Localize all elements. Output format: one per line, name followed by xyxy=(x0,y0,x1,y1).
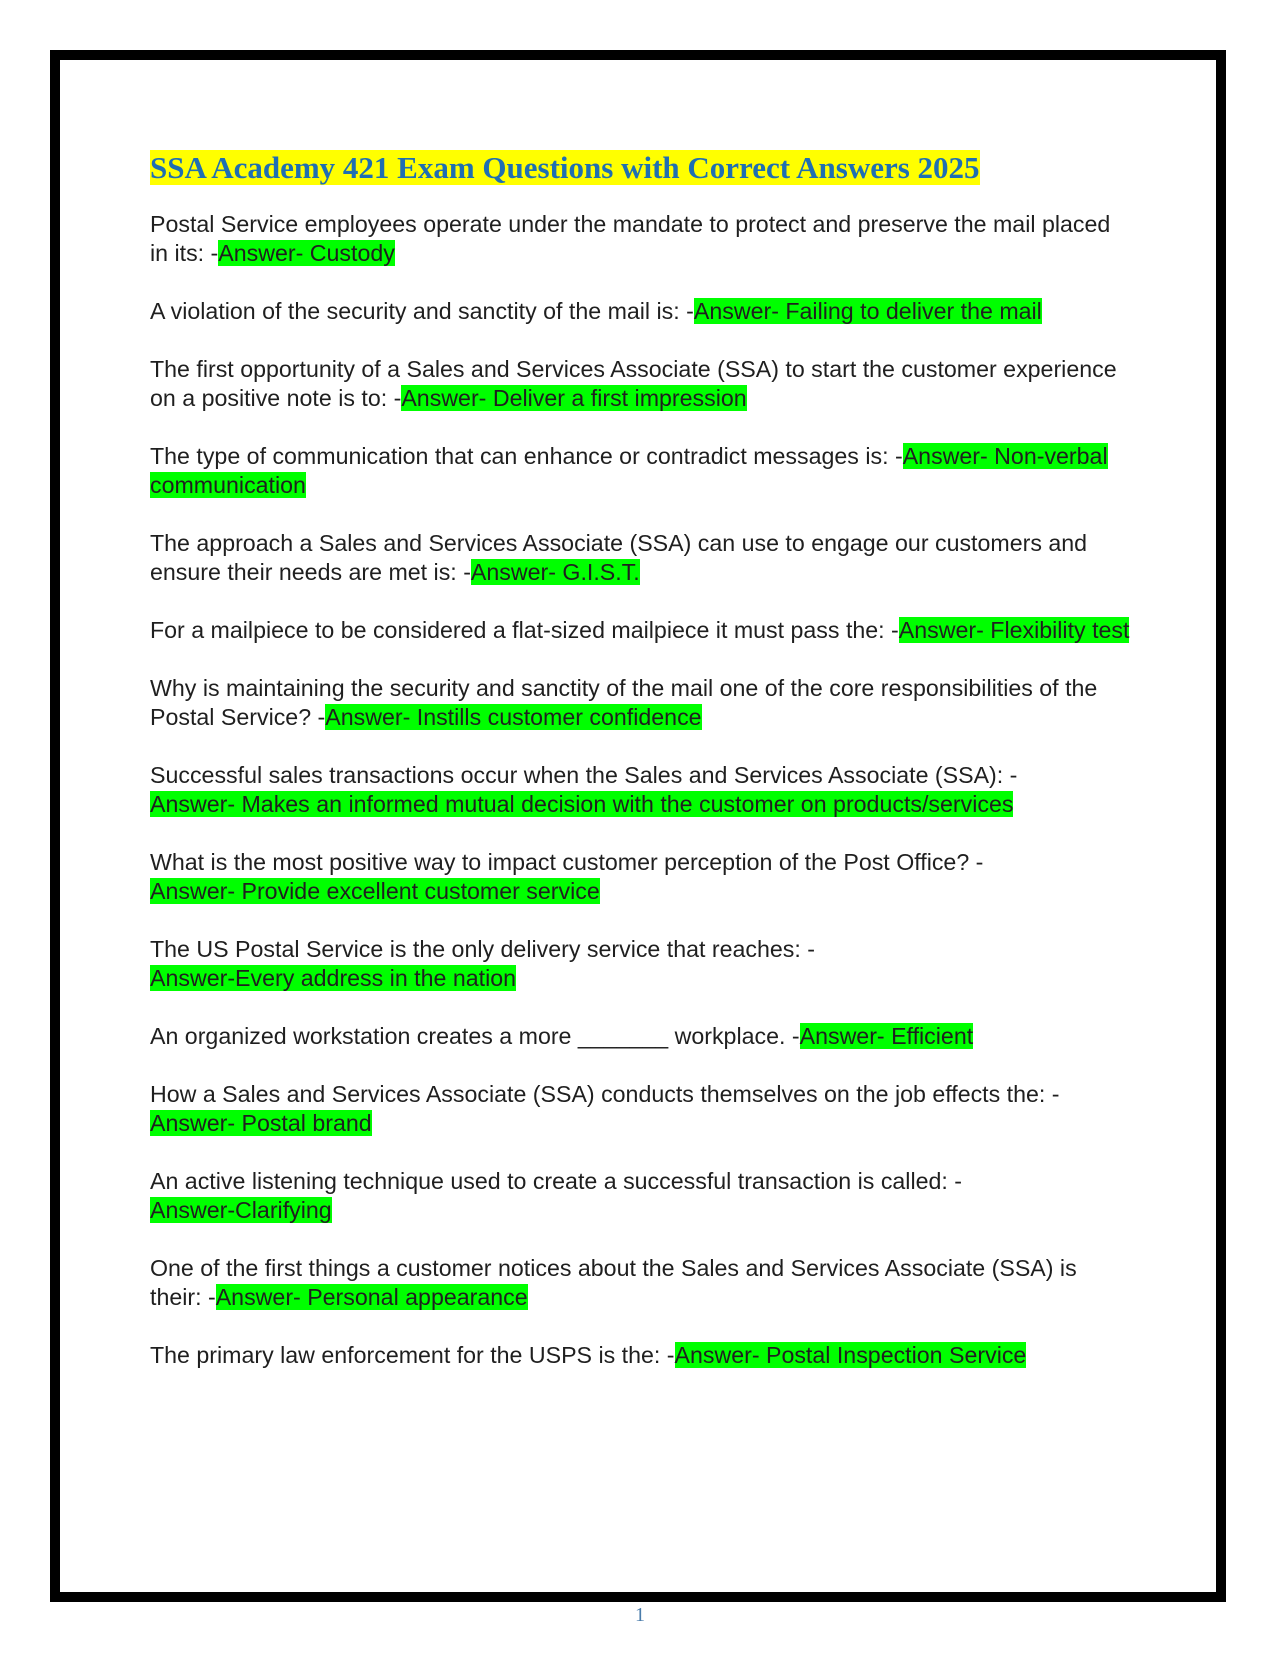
question-text: For a mailpiece to be considered a flat-sized mailpiece it must pass the: - xyxy=(150,617,899,643)
qa-item-14 xyxy=(150,1254,1130,1312)
qa-item-9 xyxy=(150,848,1130,906)
question-text: Why is maintaining the security and sanctity of the mail one of the core responsibilities of the Postal Service? - xyxy=(150,675,1098,730)
answer-text: Answer- Instills customer confidence xyxy=(325,704,702,730)
answer-text: Answer- Postal brand xyxy=(150,1110,372,1136)
question-text: What is the most positive way to impact customer perception of the Post Office? - xyxy=(150,849,984,875)
question-text: An active listening technique used to create a successful transaction is called: - xyxy=(150,1168,963,1194)
question-text: The type of communication that can enhance or contradict messages is: - xyxy=(150,443,903,469)
answer-text: Answer- Efficient xyxy=(799,1023,974,1049)
qa-item-11 xyxy=(150,1022,1130,1051)
answer-text: Answer- Flexibility test xyxy=(898,617,1130,643)
answer-text: Answer-Clarifying xyxy=(150,1197,332,1223)
question-text: Postal Service employees operate under the mandate to protect and preserve the mail placed in its: - xyxy=(150,211,1111,266)
qa-item-5 xyxy=(150,529,1130,587)
answer-text: Answer- Custody xyxy=(218,240,395,266)
answer-text: Answer- Personal appearance xyxy=(215,1284,528,1310)
qa-item-8 xyxy=(150,761,1130,819)
document-title xyxy=(150,148,1130,188)
page-number: 1 xyxy=(635,1604,645,1626)
qa-item-6 xyxy=(150,616,1130,645)
question-text: The first opportunity of a Sales and Services Associate (SSA) to start the customer experience on a positive note is to: - xyxy=(150,356,1117,411)
qa-item-7 xyxy=(150,674,1130,732)
qa-item-13 xyxy=(150,1167,1130,1225)
question-text: The approach a Sales and Services Associate (SSA) can use to engage our customers and ensure their needs are met is: - xyxy=(150,530,1088,585)
question-text: Successful sales transactions occur when the Sales and Services Associate (SSA): - xyxy=(150,762,1018,788)
qa-item-2 xyxy=(150,297,1130,326)
answer-text: Answer- Postal Inspection Service xyxy=(674,1342,1027,1368)
answer-text: Answer- Failing to deliver the mail xyxy=(693,298,1042,324)
qa-item-10 xyxy=(150,935,1130,993)
qa-item-15 xyxy=(150,1341,1130,1370)
question-text: A violation of the security and sanctity of the mail is: - xyxy=(150,298,694,324)
question-text: The primary law enforcement for the USPS is the: - xyxy=(150,1342,675,1368)
qa-item-12 xyxy=(150,1080,1130,1138)
question-text: The US Postal Service is the only delivery service that reaches: - xyxy=(150,936,815,962)
answer-text: Answer- Makes an informed mutual decision with the customer on products/services xyxy=(150,791,1014,817)
document-body xyxy=(150,148,1130,1399)
question-text: How a Sales and Services Associate (SSA) conducts themselves on the job effects the: - xyxy=(150,1081,1060,1107)
answer-text: Answer- Deliver a first impression xyxy=(401,385,747,411)
answer-text: Answer- Provide excellent customer service xyxy=(150,878,600,904)
answer-text: Answer- G.I.S.T. xyxy=(470,559,640,585)
qa-item-1 xyxy=(150,210,1130,268)
answer-text: Answer-Every address in the nation xyxy=(150,965,517,991)
document-title-text: SSA Academy 421 Exam Questions with Correct Answers 2025 xyxy=(150,150,980,185)
question-text: An organized workstation creates a more _______ workplace. - xyxy=(150,1023,800,1049)
question-text: One of the first things a customer notices about the Sales and Services Associate (SSA) is their: - xyxy=(150,1255,1077,1310)
qa-item-4 xyxy=(150,442,1130,500)
answer-text: Answer- Non-verbal communication xyxy=(150,443,1108,498)
qa-item-3 xyxy=(150,355,1130,413)
